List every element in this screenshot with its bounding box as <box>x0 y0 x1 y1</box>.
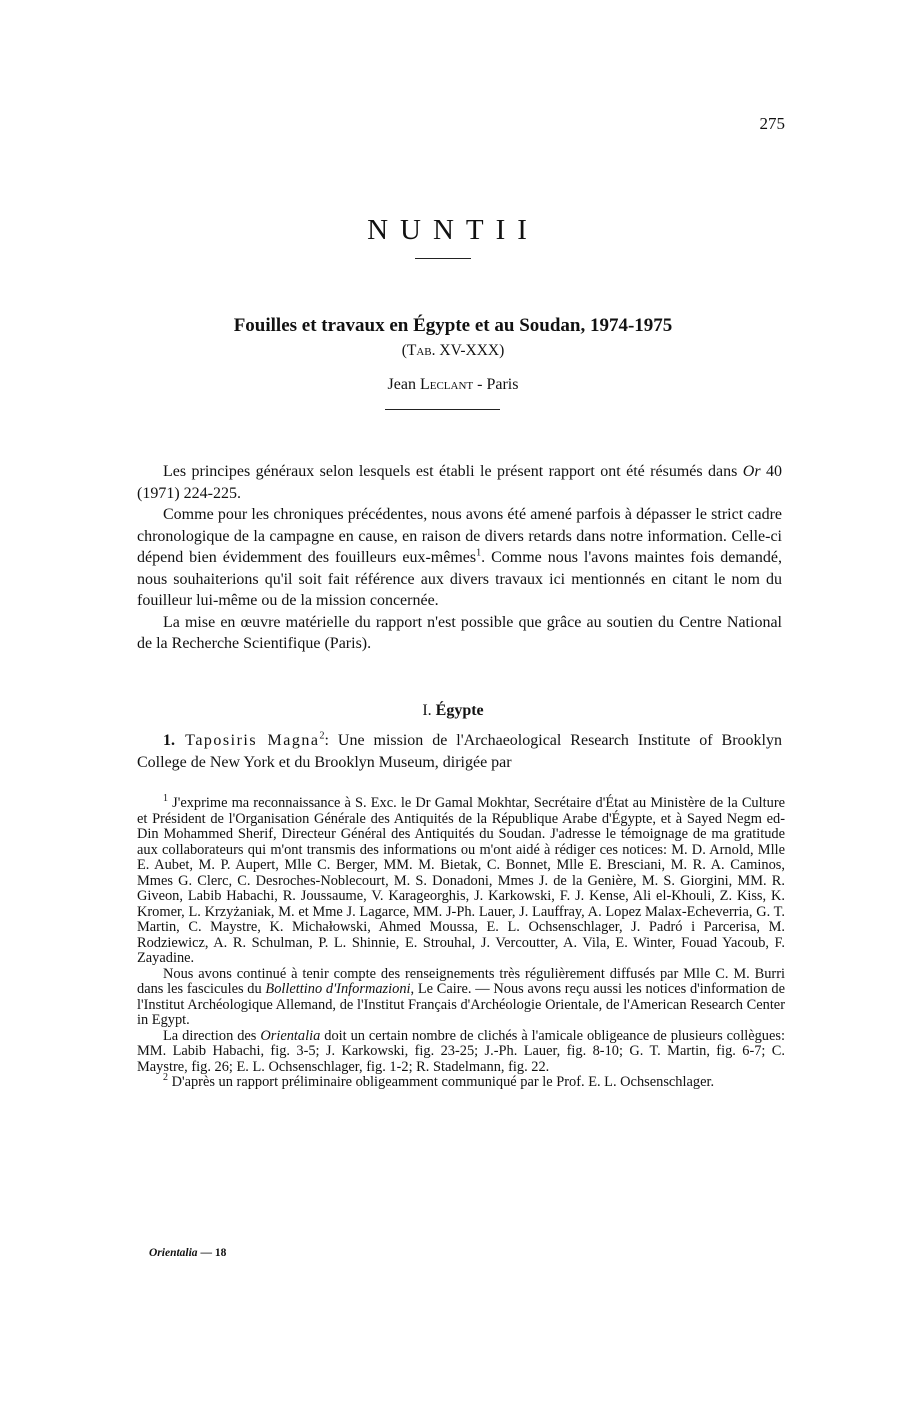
introduction <box>137 461 782 655</box>
section-title: NUNTII <box>367 214 539 246</box>
article-title: Fouilles et travaux en Égypte et au Soudan, 1974-1975 <box>233 315 673 336</box>
intro-paragraph-1: Les principes généraux selon lesquels est établi le présent rapport ont été résumés dans Or 40 (1971) 224-225. <box>137 463 783 502</box>
plates-reference: (Tab. XV-XXX) <box>401 342 505 359</box>
entry-taposiris-magna: 1. Taposiris Magna$^2$: Une mission de l'Archaeological Research Institute of Brooklyn College de New York et du Brooklyn Museum, dirigée par <box>137 730 782 771</box>
entry-number: 1. <box>163 732 175 749</box>
page-number: 275 <box>759 114 785 133</box>
title-divider <box>415 258 471 259</box>
footnote-2: $^2$ D'après un rapport préliminaire obligeamment communiqué par le Prof. E. L. Ochsenschlager. <box>163 1072 715 1090</box>
author-divider <box>385 409 500 410</box>
intro-paragraph-3: La mise en œuvre matérielle du rapport n'est possible que grâce au soutien du Centre National de la Recherche Scientifique (Paris). <box>137 613 782 652</box>
footnotes <box>137 793 786 1091</box>
intro-paragraph-2: Comme pour les chroniques précédentes, nous avons été amené parfois à dépasser le strict cadre chronologique de la campagne en cause, en raison de divers retards dans notre information. Celle-ci dépend bien évidemment des fouilleurs eux-mêmes$^1$. Comme nous l'avons maintes fois demandé, nous souhaiterions qu'il soit fait référence aux divers travaux ici mentionnés en citant le nom du fouilleur lui-même ou de la mission concernée. <box>137 506 783 609</box>
section-heading-egypt: I. Égypte <box>422 702 484 719</box>
author-line: Jean Leclant - Paris <box>387 376 519 393</box>
footnote-1: $^1$ J'exprime ma reconnaissance à S. Exc. le Dr Gamal Mokhtar, Secrétaire d'État au Ministère de la Culture et Président de l'Organisation Générale des Antiquités de la République Arabe d'Égypte, et à Sayed Negm ed-Din Mohammed Sherif, Directeur Général des Antiquités du Soudan. J'adresse le témoignage de ma gratitude aux collaborateurs qui m'ont transmis des informations ou m'ont aidé à rédiger ces notices: M. D. Arnold, Mlle E. Aubet, M. P. Aupert, Mlle C. Berger, MM. M. Bietak, C. Bonnet, Mlle E. Bresciani, M. R. A. Caminos, Mmes G. Clerc, C. Desroches-Noblecourt, M. S. Donadoni, Mmes J. de la Genière, M. S. Giorgini, MM. R. Giveon, Labib Habachi, R. Joussaume, V. Karageorghis, J. Karkowski, F. J. Kense, Ali el-Khouli, Z. Kiss, K. Kromer, L. Krzyżaniak, M. et Mme J. Lagarce, MM. J-Ph. Lauer, J. Lauffray, A. Lopez Malax-Echeverria, G. T. Martin, C. Maystre, K. Michałowski, Ahmed Moussa, E. L. Ochsenschlager, J. Padró i Parcerisa, M. Rodziewicz, A. R. Schulman, P. L. Shinnie, E. Strouhal, J. Vercoutter, A. Vila, E. Winter, Fouad Yacoub, F. Zayadine. <box>137 793 785 966</box>
entry-place: Taposiris Magna <box>175 732 320 749</box>
signature-footer: Orientalia — 18 <box>149 1247 227 1259</box>
footnote-1-paragraph-2: Nous avons continué à tenir compte des renseignements très régulièrement diffusés par Mlle C. M. Burri dans les fascicules du Bollettino d'Informazioni, Le Caire. — Nous avons reçu aussi les notices d'information de l'Institut Archéologique Allemand, de l'Institut Français d'Archéologie Orientale, de l'American Research Center in Egypt. <box>137 965 786 1028</box>
footnote-ref-2[interactable]: 2 <box>319 730 325 742</box>
footnote-ref-1[interactable]: 1 <box>476 547 482 559</box>
footnote-1-paragraph-3: La direction des Orientalia doit un certain nombre de clichés à l'amicale obligeance de plusieurs collègues: MM. Labib Habachi, fig. 3-5; J. Karkowski, fig. 23-25; J.-Ph. Lauer, fig. 8-10; G. T. Martin, fig. 6-7; C. Maystre, fig. 26; E. L. Ochsenschlager, fig. 1-2; R. Stadelmann, fig. 22. <box>137 1027 785 1075</box>
